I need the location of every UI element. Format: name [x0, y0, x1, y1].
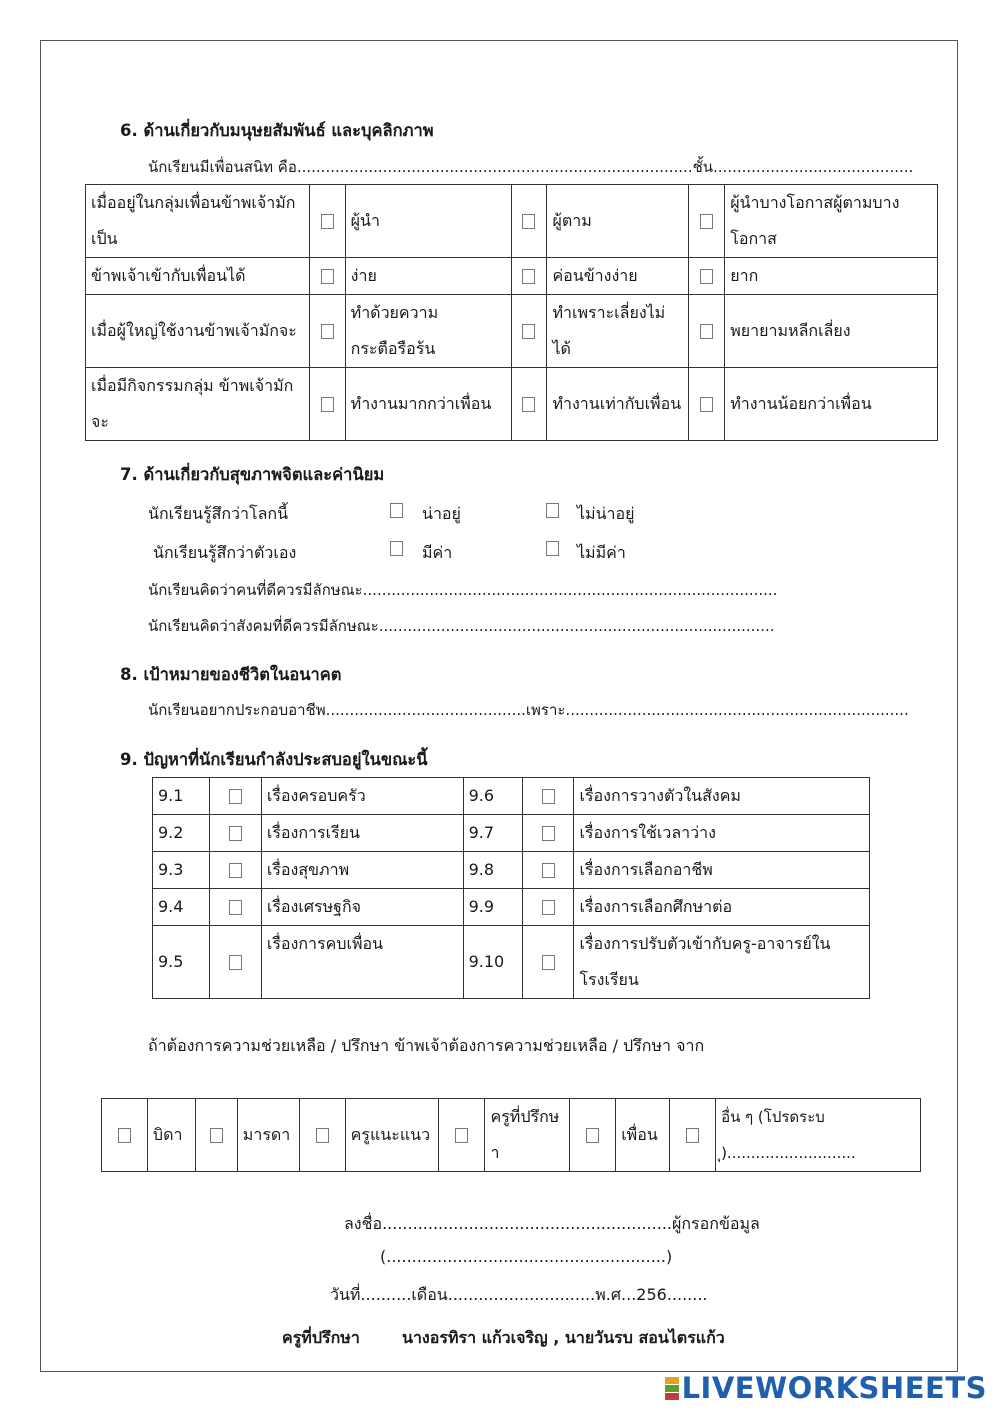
checkbox[interactable]: [229, 826, 242, 841]
checkbox[interactable]: [542, 900, 555, 915]
item-label: เรื่องการเรียน: [261, 815, 463, 852]
checkbox[interactable]: [686, 1128, 699, 1143]
table-row: [102, 1099, 921, 1172]
checkbox[interactable]: [390, 503, 403, 518]
checkbox[interactable]: [700, 269, 713, 284]
advisor-names: นางอรทิรา แก้วเจริญ , นายวันรบ สอนไตรแก้ว: [402, 1328, 725, 1347]
option-label: บิดา: [147, 1099, 195, 1172]
item-label: เรื่องการปรับตัวเข้ากับครู-อาจารย์ในโรงเรียน: [574, 926, 870, 999]
checkbox[interactable]: [700, 397, 713, 412]
career-line: นักเรียนอยากประกอบอาชีพ..........................................เพราะ........................................................................: [148, 701, 909, 719]
checkbox[interactable]: [586, 1128, 599, 1143]
item-label: เรื่องการใช้เวลาว่าง: [574, 815, 870, 852]
option-label: ทำเพราะเลี่ยงไม่ได้: [547, 295, 689, 368]
option-label: ทำงานน้อยกว่าเพื่อน: [725, 368, 938, 441]
row-label: เมื่ออยู่ในกลุ่มเพื่อนข้าพเจ้ามักเป็น: [86, 185, 310, 258]
checkbox[interactable]: [321, 324, 334, 339]
checkbox[interactable]: [700, 324, 713, 339]
advisor-label: ครูที่ปรึกษา: [282, 1328, 360, 1347]
checkbox[interactable]: [700, 214, 713, 229]
checkbox[interactable]: [546, 541, 559, 556]
option-label: ยาก: [725, 258, 938, 295]
checkbox[interactable]: [210, 1128, 223, 1143]
table-row: [153, 852, 870, 889]
item-label: เรื่องการคบเพื่อน: [261, 926, 463, 999]
item-number: 9.1: [153, 778, 210, 815]
option-label: ผู้นำ: [345, 185, 511, 258]
checkbox[interactable]: [229, 863, 242, 878]
option-label: ค่อนข้างง่าย: [547, 258, 689, 295]
row-label: เมื่อมีกิจกรรมกลุ่ม ข้าพเจ้ามักจะ: [86, 368, 310, 441]
checkbox[interactable]: [542, 863, 555, 878]
row-label: ข้าพเจ้าเข้ากับเพื่อนได้: [86, 258, 310, 295]
section-6-heading: 6. ด้านเกี่ยวกับมนุษยสัมพันธ์ และบุคลิกภาพ: [120, 121, 434, 140]
checkbox[interactable]: [522, 269, 535, 284]
item-number: 9.4: [153, 889, 210, 926]
option-label: เพื่อน: [616, 1099, 670, 1172]
item-label: เรื่องการวางตัวในสังคม: [574, 778, 870, 815]
table-row: [153, 778, 870, 815]
row-label: เมื่อผู้ใหญ่ใช้งานข้าพเจ้ามักจะ: [86, 295, 310, 368]
table-row: [86, 368, 938, 441]
option-label: มารดา: [237, 1099, 299, 1172]
item-number: 9.8: [463, 852, 522, 889]
world-feeling-label: นักเรียนรู้สึกว่าโลกนี้: [148, 504, 289, 523]
option-label: ผู้นำบางโอกาสผู้ตามบางโอกาส: [725, 185, 938, 258]
option-label: อื่น ๆ (โปรดระบุ)...........................: [716, 1099, 921, 1172]
option-label: ไม่มีค่า: [577, 543, 626, 562]
self-feeling-label: นักเรียนรู้สึกว่าตัวเอง: [153, 543, 297, 562]
option-label: ทำด้วยความกระตือรือร้น: [345, 295, 511, 368]
checkbox[interactable]: [522, 214, 535, 229]
help-request-text: ถ้าต้องการความช่วยเหลือ / ปรึกษา ข้าพเจ้าต้องการความช่วยเหลือ / ปรึกษา จาก: [148, 1036, 705, 1055]
checkbox[interactable]: [542, 955, 555, 970]
checkbox[interactable]: [229, 955, 242, 970]
section-7-heading: 7. ด้านเกี่ยวกับสุขภาพจิตและค่านิยม: [120, 465, 385, 484]
item-label: เรื่องเศรษฐกิจ: [261, 889, 463, 926]
item-label: เรื่องการเลือกอาชีพ: [574, 852, 870, 889]
item-number: 9.6: [463, 778, 522, 815]
signature-line: ลงชื่อ.........................................................ผู้กรอกข้อมูล: [344, 1214, 760, 1233]
good-society-line: นักเรียนคิดว่าสังคมที่ดีควรมีลักษณะ...................................................................................: [148, 617, 775, 635]
checkbox[interactable]: [522, 324, 535, 339]
checkbox[interactable]: [542, 789, 555, 804]
option-label: ครูแนะแนว: [345, 1099, 438, 1172]
checkbox[interactable]: [321, 397, 334, 412]
table-row: [153, 815, 870, 852]
item-label: เรื่องการเลือกศึกษาต่อ: [574, 889, 870, 926]
table-row: [153, 926, 870, 999]
logo-icon: [665, 1374, 679, 1398]
item-label: เรื่องครอบครัว: [261, 778, 463, 815]
table-row: [86, 185, 938, 258]
option-label: มีค่า: [422, 543, 453, 562]
checkbox[interactable]: [229, 900, 242, 915]
checkbox[interactable]: [321, 269, 334, 284]
item-number: 9.10: [463, 926, 522, 999]
item-number: 9.3: [153, 852, 210, 889]
table-row: [153, 889, 870, 926]
option-label: ผู้ตาม: [547, 185, 689, 258]
date-line: วันที่..........เดือน.............................พ.ศ...256........: [330, 1285, 708, 1304]
checkbox[interactable]: [118, 1128, 131, 1143]
checkbox[interactable]: [229, 789, 242, 804]
item-label: เรื่องสุขภาพ: [261, 852, 463, 889]
checkbox[interactable]: [522, 397, 535, 412]
checkbox[interactable]: [542, 826, 555, 841]
checkbox[interactable]: [321, 214, 334, 229]
section-8-heading: 8. เป้าหมายของชีวิตในอนาคต: [120, 665, 342, 684]
option-label: ครูที่ปรึกษา: [485, 1099, 570, 1172]
good-person-line: นักเรียนคิดว่าคนที่ดีควรมีลักษณะ.......................................................................................: [148, 581, 778, 599]
brand-text: LIVEWORKSHEETS: [681, 1371, 987, 1405]
section-9-heading: 9. ปัญหาที่นักเรียนกำลังประสบอยู่ในขณะนี้: [120, 750, 428, 769]
checkbox[interactable]: [546, 503, 559, 518]
item-number: 9.5: [153, 926, 210, 999]
signature-name-line: (.......................................................): [380, 1247, 673, 1266]
item-number: 9.2: [153, 815, 210, 852]
item-number: 9.7: [463, 815, 522, 852]
relationship-table: [85, 184, 938, 441]
option-label: ทำงานเท่ากับเพื่อน: [547, 368, 689, 441]
checkbox[interactable]: [390, 541, 403, 556]
checkbox[interactable]: [316, 1128, 329, 1143]
helper-options-table: [101, 1098, 921, 1172]
table-row: [86, 295, 938, 368]
option-label: พยายามหลีกเลี่ยง: [725, 295, 938, 368]
option-label: ไม่น่าอยู่: [577, 504, 635, 523]
problems-table: [152, 777, 870, 999]
table-row: [86, 258, 938, 295]
liveworksheets-logo: [665, 1371, 987, 1405]
close-friend-line: นักเรียนมีเพื่อนสนิท คือ...................................................................................ชั้น..........................................: [148, 158, 914, 176]
option-label: ง่าย: [345, 258, 511, 295]
option-label: ทำงานมากกว่าเพื่อน: [345, 368, 511, 441]
checkbox[interactable]: [455, 1128, 468, 1143]
item-number: 9.9: [463, 889, 522, 926]
option-label: น่าอยู่: [422, 504, 461, 523]
